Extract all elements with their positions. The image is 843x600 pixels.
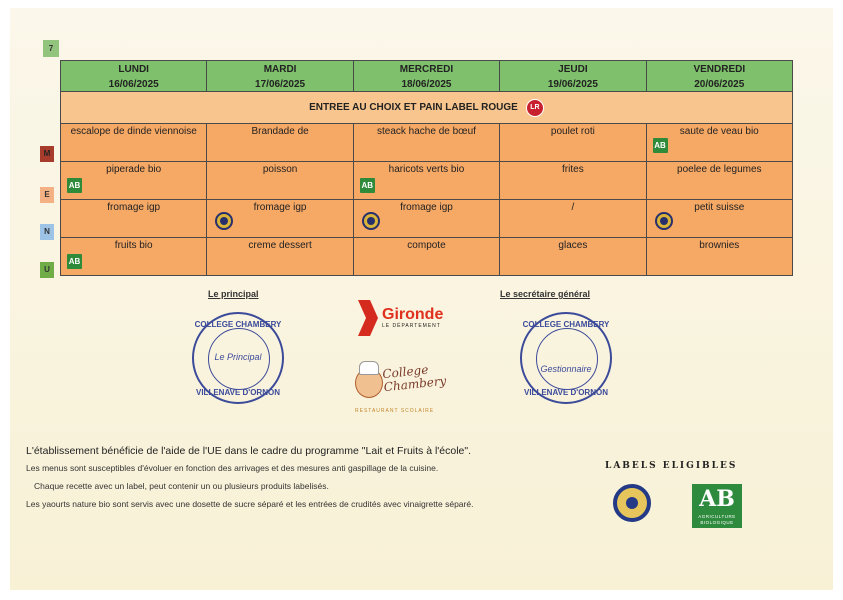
school-stamp-principal (192, 312, 284, 404)
notes-block (26, 445, 606, 509)
principal-title: Le principal (208, 289, 259, 299)
dish-name: fromage igp (107, 202, 161, 213)
dish-name: haricots verts bio (388, 164, 465, 175)
side-label-m: M (40, 146, 54, 162)
chef-icon (355, 368, 383, 398)
label-rouge-text: ENTREE AU CHOIX ET PAIN LABEL ROUGE (309, 102, 518, 113)
day-header-tuesday (207, 61, 353, 92)
note-line: Chaque recette avec un label, peut contenir un ou plusieurs produits labelisés. (34, 481, 329, 491)
stamp-inner-ring (536, 328, 598, 390)
day-name: MERCREDI (399, 64, 454, 75)
dish-name: poulet roti (550, 126, 595, 137)
dish-name: piperade bio (106, 164, 162, 175)
stamp-top-text: COLLEGE CHAMBERY (522, 320, 610, 329)
menu-cell (353, 162, 499, 200)
dish-name: Brandade de (251, 126, 309, 137)
side-label-n: N (40, 224, 54, 240)
day-name: JEUDI (558, 64, 588, 75)
day-date: 19/06/2025 (547, 79, 598, 90)
gironde-sub: LE DÉPARTEMENT (382, 323, 441, 329)
day-name: LUNDI (118, 64, 149, 75)
label-rouge-icon: LR (526, 99, 544, 117)
days-header-row (61, 61, 793, 92)
school-stamp-secretary (520, 312, 612, 404)
menu-cell (61, 238, 207, 276)
day-date: 17/06/2025 (255, 79, 306, 90)
menu-cell (207, 200, 353, 238)
menu-cell (61, 162, 207, 200)
dish-name: frites (562, 164, 584, 175)
menu-cell (207, 124, 353, 162)
college-sub: RESTAURANT SCOLAIRE (355, 408, 435, 414)
igp-label-icon (655, 212, 673, 230)
side-label-7: 7 (43, 40, 59, 57)
menu-cell (646, 124, 792, 162)
menu-cell (61, 124, 207, 162)
dish-name: / (571, 202, 575, 213)
menu-cell (500, 200, 646, 238)
dish-name: poelee de legumes (677, 164, 762, 175)
label-rouge-cell (61, 92, 793, 124)
menu-cell (646, 200, 792, 238)
agriculture-biologique-icon (692, 484, 742, 528)
dish-name: glaces (558, 240, 588, 251)
secretary-title: Le secrétaire général (500, 289, 591, 299)
ab-text: AB (699, 486, 735, 512)
side-label-u: U (40, 262, 54, 278)
dish-name: petit suisse (694, 202, 745, 213)
menu-cell (646, 162, 792, 200)
igp-label-icon (362, 212, 380, 230)
gironde-logo (358, 300, 443, 336)
menu-row-cheese (61, 200, 793, 238)
dish-name: steack hache de bœuf (377, 126, 476, 137)
day-date: 18/06/2025 (401, 79, 452, 90)
dish-name: fruits bio (114, 240, 153, 251)
menu-row-side (61, 162, 793, 200)
menu-cell (353, 238, 499, 276)
stamp-top-text: COLLEGE CHAMBERY (194, 320, 282, 329)
gironde-mark-icon (358, 300, 378, 336)
ab-caption: AGRICULTURE BIOLOGIQUE (692, 514, 742, 526)
menu-cell (353, 200, 499, 238)
day-header-friday (646, 61, 792, 92)
gironde-name: Gironde (382, 306, 444, 323)
agriculture-biologique-icon: AB (653, 138, 668, 153)
menu-cell (646, 238, 792, 276)
menu-cell (500, 238, 646, 276)
principal-signature: Le Principal (214, 352, 262, 362)
dish-name: fromage igp (400, 202, 453, 213)
dish-name: poisson (262, 164, 298, 175)
menu-row-main (61, 124, 793, 162)
menu-cell (61, 200, 207, 238)
menu-cell (500, 124, 646, 162)
day-header-thursday (500, 61, 646, 92)
weekly-menu-table (60, 60, 793, 276)
agriculture-biologique-icon: AB (360, 178, 375, 193)
day-name: MARDI (263, 64, 297, 75)
side-label-e: E (40, 187, 54, 203)
day-header-wednesday (353, 61, 499, 92)
dish-name: escalope de dinde viennoise (70, 126, 197, 137)
dish-name: fromage igp (253, 202, 307, 213)
secretary-signature: Gestionnaire (540, 364, 592, 374)
label-rouge-row (61, 92, 793, 124)
college-logo (355, 362, 465, 417)
day-header-monday (61, 61, 207, 92)
day-name: VENDREDI (693, 64, 746, 75)
college-name: College Chambery (381, 362, 447, 395)
note-line: Les menus sont susceptibles d'évoluer en fonction des arrivages et des mesures anti gaspillage de la cuisine. (26, 463, 439, 473)
agriculture-biologique-icon: AB (67, 178, 82, 193)
menu-cell (207, 162, 353, 200)
menu-cell (353, 124, 499, 162)
note-line: Les yaourts nature bio sont servis avec une dosette de sucre séparé et les entrées de crudités avec vinaigrette séparé. (26, 499, 474, 509)
igp-label-icon (613, 484, 651, 522)
labels-eligibles-title: LABELS ELIGIBLES (605, 461, 738, 471)
day-date: 16/06/2025 (108, 79, 159, 90)
day-date: 20/06/2025 (694, 79, 745, 90)
eu-program-note: L'établissement bénéficie de l'aide de l'UE dans le cadre du programme "Lait et Fruits à l'école". (26, 445, 472, 457)
menu-cell (500, 162, 646, 200)
stamp-bottom-text: VILLENAVE D'ORNON (196, 388, 280, 397)
dish-name: creme dessert (248, 240, 312, 251)
agriculture-biologique-icon: AB (67, 254, 82, 269)
igp-label-icon (215, 212, 233, 230)
dish-name: saute de veau bio (679, 126, 759, 137)
dish-name: brownies (699, 240, 740, 251)
dish-name: compote (407, 240, 446, 251)
menu-row-dessert (61, 238, 793, 276)
stamp-bottom-text: VILLENAVE D'ORNON (524, 388, 608, 397)
menu-cell (207, 238, 353, 276)
